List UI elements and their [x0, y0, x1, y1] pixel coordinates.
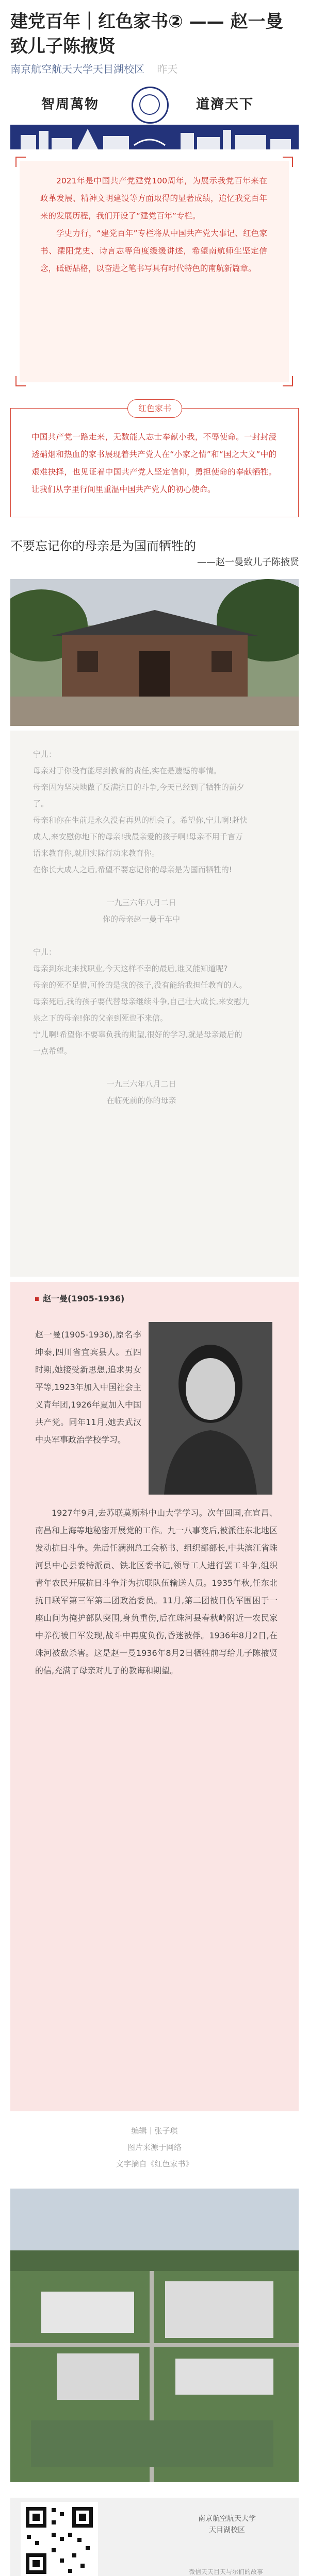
- skyline-illustration: [10, 125, 299, 149]
- banner-left-caption: 智周萬物: [41, 97, 100, 112]
- letter-date: 一九三六年八月二日: [106, 1079, 176, 1089]
- corner-decoration: [15, 376, 26, 386]
- letter-panel: [10, 731, 299, 1277]
- corner-decoration: [283, 157, 293, 167]
- footer-card: [10, 2498, 299, 2576]
- corner-decoration: [15, 157, 26, 167]
- banner-top: [10, 82, 299, 124]
- intro-paragraph: 学史力行，“建党百年”专栏将从中国共产党大事记、红色家书、溧阳党史、诗言志等角度缓缓讲述，希望南航师生坚定信念，砥砺品格，以奋进之笔书写具有时代特色的南航新篇章。: [40, 229, 267, 273]
- letter-salutation: 宁儿：: [33, 947, 57, 957]
- intro-paragraph: 2021年是中国共产党建党100周年，为展示我党百年来在政革发展、精神文明建设等方面取得的显著成绩，追忆我党百年来的发展历程，我们开设了“建党百年”专栏。: [40, 176, 267, 221]
- article-title: 建党百年｜红色家书② —— 赵一曼致儿子陈掖贤: [10, 11, 283, 57]
- letter-paragraph: 宁儿啊!希望你不要辜负我的期望,很好的学习,就是母亲最后的一点希望。: [33, 1030, 242, 1056]
- red-letter-panel: [10, 408, 299, 517]
- section-label: 红色家书: [127, 399, 182, 418]
- editor-credit: 编辑｜张子琪: [131, 2126, 178, 2136]
- bio-full-text: 1927年9月,去苏联莫斯科中山大学学习。次年回国,在宜昌、南昌和上海等地秘密开展党的工作。九一八事变后,被派往东北地区发动抗日斗争。先后任满洲总工会秘书、组织部部长,中共滨江省珠河县中心县委特派员、铁北区委书记,领导工人进行罢工斗争,组织青年农民开展抗日斗争并为抗联队伍输送人员。1935年秋,任东北抗日联军第三军第二团政治委员。11月,第二团被日伪军围困于一座山间为掩护部队突围,身负重伤,后在珠河县春秋岭附近一农民家中养伤被日军发现,战斗中再度负伤,昏迷被俘。1936年8月2日,在珠河被敌杀害。这是赵一曼1936年8月2日牺牲前写给儿子陈掖贤的信,充满了母亲对儿子的教诲和期望。: [35, 1508, 278, 1675]
- bio-heading-text: 赵一曼(1905-1936): [43, 1294, 125, 1303]
- intro-panel: [20, 161, 289, 382]
- article-meta: [10, 61, 177, 76]
- footer-line: 天目湖校区: [209, 2526, 245, 2534]
- letter-paragraph: 母亲因为坚决地做了反满抗日的斗争,今天已经到了牺牲的前夕了。: [33, 783, 245, 808]
- red-letter-text: 中国共产党一路走来，无数能人志士奉献小我，不辱使命。一封封浸透硝烟和热血的家书展现着共产党人在“小家之情”和“国之大义”中的艰难抉择，也见证着中国共产党人坚定信仰，勇担使命的奉献牺牲。让我们从字里行间里重温中国共产党人的初心使命。: [31, 432, 277, 494]
- image-source-credit: 图片来源于网络: [127, 2143, 182, 2152]
- letter-paragraph: 在你长大成人之后,希望不要忘记你的母亲是为国而牺牲的!: [33, 865, 232, 874]
- bio-column-text: 赵一曼(1905-1936),原名李坤泰,四川省宜宾县人。五四时期,她接受新思想,追求男女平等,1923年加入中国社会主义青年团,1926年夏加入中国共产党。同年11月,她去武汉中央军事政治学校学习。: [35, 1330, 141, 1445]
- text-source-credit: 文字摘自《红色家书》: [116, 2159, 193, 2168]
- qr-code-icon[interactable]: [21, 2502, 98, 2576]
- bullet-icon: [35, 1297, 39, 1301]
- university-seal-icon: [132, 87, 169, 124]
- letter-paragraph: 母亲和你在生前是永久没有再见的机会了。希望你,宁儿啊!赶快成人,来安慰你地下的母亲!我最亲爱的孩子啊!母亲不用千言万语来教育你,就用实际行动来教育你。: [33, 816, 248, 858]
- letter-date: 一九三六年八月二日: [106, 898, 176, 907]
- publish-date: 昨天: [157, 63, 178, 75]
- corner-decoration: [283, 376, 293, 386]
- footer-line: 南京航空航天大学: [198, 2515, 256, 2523]
- banner-right-caption: 道濟天下: [196, 97, 254, 112]
- intro-text: [40, 172, 267, 277]
- credits: [0, 2123, 309, 2172]
- letter-text: [33, 746, 250, 1109]
- letter-subheading: ——赵一曼致儿子陈掖贤: [197, 557, 299, 568]
- letter-paragraph: 母亲的死不足惜,可怜的是我的孩子,没有能给我担任教育的人。母亲死后,我的孩子要代替母亲继续斗争,自己壮大成长,来安慰九泉之下的母亲!你的父亲到死也不来信。: [33, 980, 250, 1023]
- bio-heading: [35, 1292, 124, 1304]
- portrait-photo: [149, 1322, 272, 1495]
- letter-paragraph: 母亲对于你没有能尽到教育的责任,实在是遗憾的事情。: [33, 766, 221, 775]
- biography-panel: [10, 1282, 299, 2111]
- account-name-link[interactable]: 南京航空航天大学天目湖校区: [10, 63, 144, 75]
- letter-signature: 你的母亲赵一曼于车中: [102, 914, 180, 924]
- banner-skyline: [10, 125, 299, 149]
- letter-heading: 不要忘记你的母亲是为国而牺牲的: [10, 539, 196, 553]
- footer-account: [165, 2513, 289, 2536]
- header-banner: [10, 82, 299, 149]
- letter-signature: 在临死前的你的母亲: [106, 1096, 176, 1105]
- memorial-hall-photo: [10, 579, 299, 726]
- footer-slogan: 微信天天目天与尔们的故事: [188, 2568, 263, 2575]
- letter-salutation: 宁儿：: [33, 750, 57, 759]
- letter-paragraph: 母亲到东北来找职业,今天这样不幸的最后,谁又能知道呢?: [33, 964, 228, 973]
- campus-aerial-photo: [10, 2189, 299, 2482]
